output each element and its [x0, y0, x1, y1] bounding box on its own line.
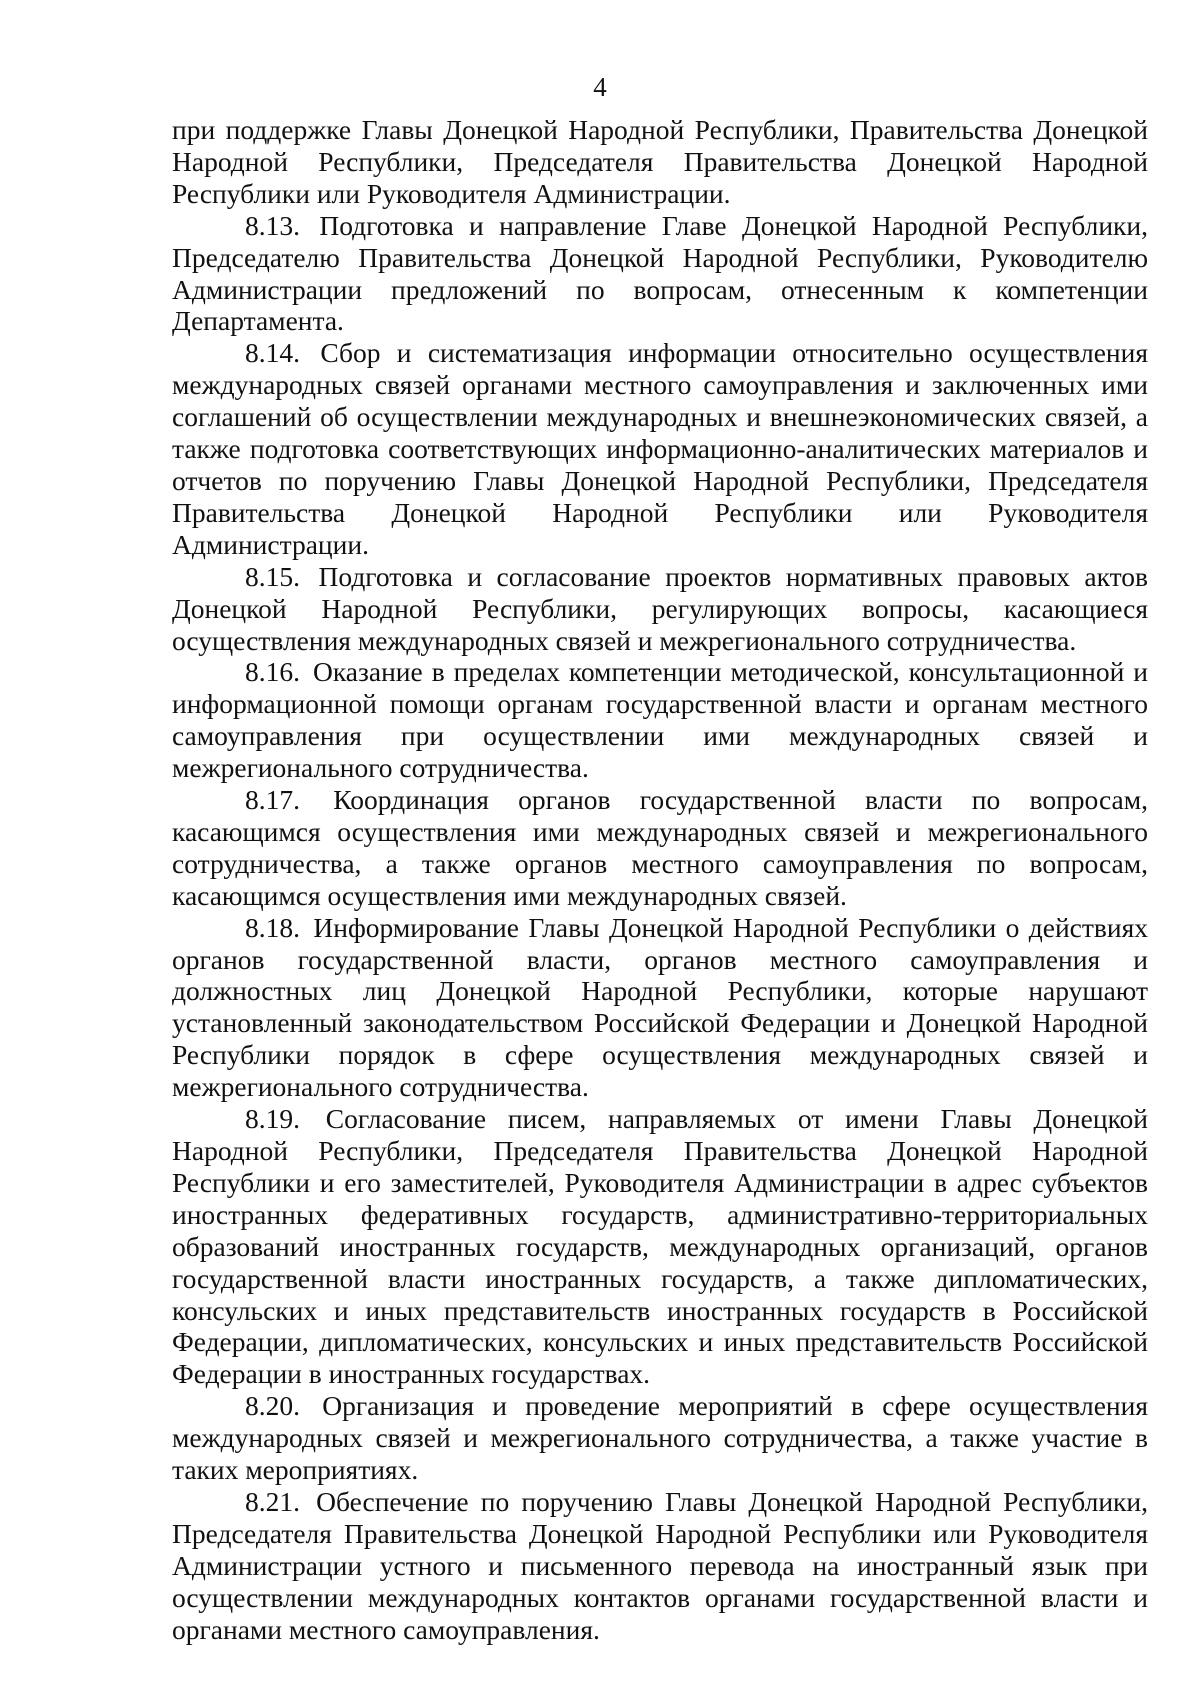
paragraph-number: 8.20. [245, 1390, 300, 1422]
paragraph-8-17 [172, 784, 1148, 912]
paragraph-text: Обеспечение по поручению Главы Донецкой Народной Республики, Председателя Правительства Донецкой Народной Республики или Руководителя Администрации устного и письменного перевода на иностранный язык при осуществлении международных контактов органами государственной власти и органами местного самоуправления. [172, 1485, 1148, 1645]
document-body [172, 114, 1148, 1646]
paragraph-number: 8.18. [245, 911, 300, 943]
paragraph-number: 8.13. [245, 209, 300, 241]
paragraph-8-14 [172, 337, 1148, 560]
paragraph-text: Подготовка и направление Главе Донецкой Народной Республики, Председателю Правительства Донецкой Народной Республики, Руководителю Администрации предложений по вопросам, отнесенным к компетенции Департамента. [172, 209, 1148, 337]
paragraph-number: 8.19. [245, 1103, 300, 1135]
paragraph-text: Координация органов государственной власти по вопросам, касающимся осуществления ими международных связей и межрегионального сотрудничества, а также органов местного самоуправления по вопросам, касающимся осуществления ими международных связей. [172, 784, 1149, 911]
paragraph-text: Оказание в пределах компетенции методической, консультационной и информационной помощи органам государственной власти и органам местного самоуправления при осуществлении ими международных связей и межрегионального сотрудничества. [172, 656, 1148, 784]
paragraph-number: 8.16. [245, 656, 300, 688]
paragraph-8-21 [172, 1486, 1148, 1646]
paragraph-8-15 [172, 561, 1148, 657]
paragraph-text: Подготовка и согласование проектов нормативных правовых актов Донецкой Народной Республики, регулирующих вопросы, касающиеся осуществления международных связей и межрегионального сотрудничества. [172, 560, 1149, 656]
paragraph-8-20 [172, 1390, 1148, 1486]
paragraph-8-16 [172, 656, 1148, 784]
paragraph-number: 8.17. [245, 784, 300, 816]
paragraph-number: 8.14. [245, 337, 300, 369]
paragraph-text: Организация и проведение мероприятий в сфере осуществления международных связей и межрегионального сотрудничества, а также участие в таких мероприятиях. [172, 1390, 1149, 1486]
paragraph-number: 8.15. [245, 560, 300, 592]
paragraph-8-18 [172, 912, 1148, 1103]
paragraph-text: Сбор и систематизация информации относительно осуществления международных связей органами местного самоуправления и заключенных ими соглашений об осуществлении международных и внешнеэкономических связей, а также подготовка соответствующих информационно-аналитических материалов и отчетов по поручению Главы Донецкой Народной Республики, Председателя Правительства Донецкой Народной Республики или Руководителя Администрации. [172, 337, 1148, 560]
paragraph-text: Согласование писем, направляемых от имени Главы Донецкой Народной Республики, Председателя Правительства Донецкой Народной Республики и его заместителей, Руководителя Администрации в адрес субъектов иностранных федеративных государств, административно-территориальных образований иностранных государств, международных организаций, органов государственной власти иностранных государств, а также дипломатических, консульских и иных представительств иностранных государств в Российской Федерации, дипломатических, консульских и иных представительств Российской Федерации в иностранных государствах. [172, 1103, 1149, 1390]
page-number: 4 [593, 72, 607, 102]
paragraph-text: Информирование Главы Донецкой Народной Республики о действиях органов государственной власти, органов местного самоуправления и должностных лиц Донецкой Народной Республики, которые нарушают установленный законодательством Российской Федерации и Донецкой Народной Республики порядок в сфере осуществления международных связей и межрегионального сотрудничества. [172, 911, 1148, 1103]
paragraph-8-19 [172, 1103, 1148, 1390]
paragraph-number: 8.21. [245, 1485, 300, 1517]
paragraph-continuation [172, 114, 1148, 210]
paragraph-8-13 [172, 210, 1148, 338]
paragraph-text: при поддержке Главы Донецкой Народной Республики, Правительства Донецкой Народной Республики, Председателя Правительства Донецкой Народной Республики или Руководителя Администрации. [172, 114, 1148, 209]
